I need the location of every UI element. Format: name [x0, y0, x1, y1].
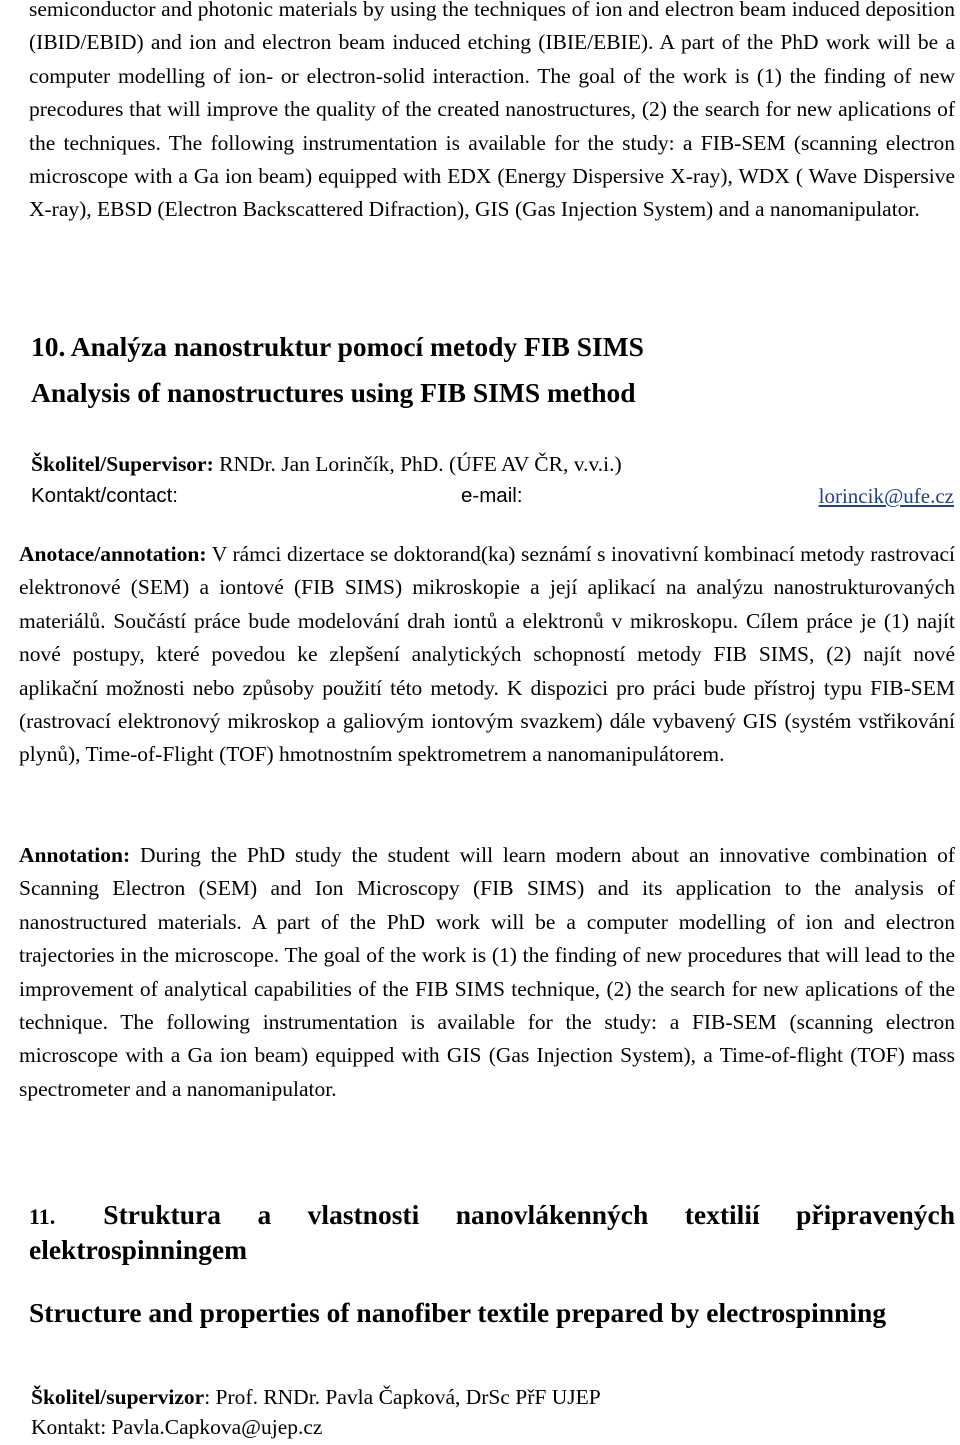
topic-10-supervisor	[31, 452, 622, 477]
supervisor-name: RNDr. Jan Lorinčík, PhD. (ÚFE AV ČR, v.v.i.)	[213, 452, 622, 476]
anotace-label: Anotace/annotation:	[19, 542, 207, 566]
intro-paragraph: semiconductor and photonic materials by using the techniques of ion and electron beam induced deposition (IBID/EBID) and ion and electron beam induced etching (IBIE/EBIE). A part of the PhD work will be a computer modelling of ion- or electron-solid interaction. The goal of the work is (1) the finding of new precodures that will improve the quality of the created nanostructures, (2) the search for new aplications of the techniques. The following instrumentation is available for the study: a FIB-SEM (scanning electron microscope with a Ga ion beam) equipped with EDX (Energy Dispersive X-ray), WDX ( Wave Dispersive X-ray), EBSD (Electron Backscattered Difraction), GIS (Gas Injection System) and a nanomanipulator.	[29, 0, 955, 222]
email-link[interactable]: lorincik@ufe.cz	[818, 484, 954, 508]
supervisor-label: Školitel/Supervisor:	[31, 452, 214, 476]
email-label: e-mail:	[461, 484, 523, 507]
topic-10-title-en: Analysis of nanostructures using FIB SIMS method	[31, 377, 636, 408]
topic-11-supervisor	[31, 1385, 601, 1410]
topic-11-title-en: Structure and properties of nanofiber textile prepared by electrospinning	[29, 1297, 887, 1328]
topic-11-title-cz-block	[29, 1198, 955, 1266]
annotation-text: During the PhD study the student will learn modern about an innovative combination of Scanning Electron (SEM) and Ion Microscopy (FIB SIMS) and its application to the analysis of nanostructured materials. A part of the PhD work will be a computer modelling of ion and electron trajectories in the microscope. The goal of the work is (1) the finding of new procedures that will lead to the improvement of analytical capabilities of the FIB SIMS technique, (2) the search for new aplications of the technique. The following instrumentation is available for the study: a FIB-SEM (scanning electron microscope with a Ga ion beam) equipped with GIS (Gas Injection System), a Time-of-flight (TOF) mass spectrometer and a nanomanipulator.	[19, 843, 955, 1101]
supervisor-name: : Prof. RNDr. Pavla Čapková, DrSc PřF UJEP	[204, 1385, 601, 1409]
topic-11-title-cz: Struktura a vlastnosti nanovlákenných textilií připravených elektrospinningem	[29, 1199, 955, 1265]
anotace-text: V rámci dizertace se doktorand(ka) seznámí s inovativní kombinací metody rastrovací elektronové (SEM) a iontové (FIB SIMS) mikroskopie a její aplikací na analýzu nanostrukturovaných materiálů. Součástí práce bude modelování drah iontů a elektronů v mikroskopu. Cílem práce je (1) najít nové postupy, které povedou ke zlepšení analytických schopností metody FIB SIMS, (2) najít nové aplikační možnosti nebo způsoby použití této metody. K dispozici pro práci bude přístroj typu FIB-SEM (rastrovací elektronový mikroskop a galiovým iontovým svazkem) dále vybavený GIS (systém vstřikování plynů), Time-of-Flight (TOF) hmotnostním spektrometrem a nanomanipulátorem.	[19, 542, 955, 767]
topic-11-contact: Kontakt: Pavla.Capkova@ujep.cz	[31, 1415, 323, 1439]
supervisor-label: Školitel/supervizor	[31, 1385, 205, 1409]
annotation-paragraph	[19, 839, 955, 1106]
contact-label: Kontakt/contact:	[31, 484, 179, 507]
annotation-label: Annotation:	[19, 843, 131, 867]
topic-11-number: 11.	[29, 1204, 56, 1229]
anotace-paragraph	[19, 538, 955, 772]
topic-10-title-cz: 10. Analýza nanostruktur pomocí metody FIB SIMS	[31, 331, 644, 362]
